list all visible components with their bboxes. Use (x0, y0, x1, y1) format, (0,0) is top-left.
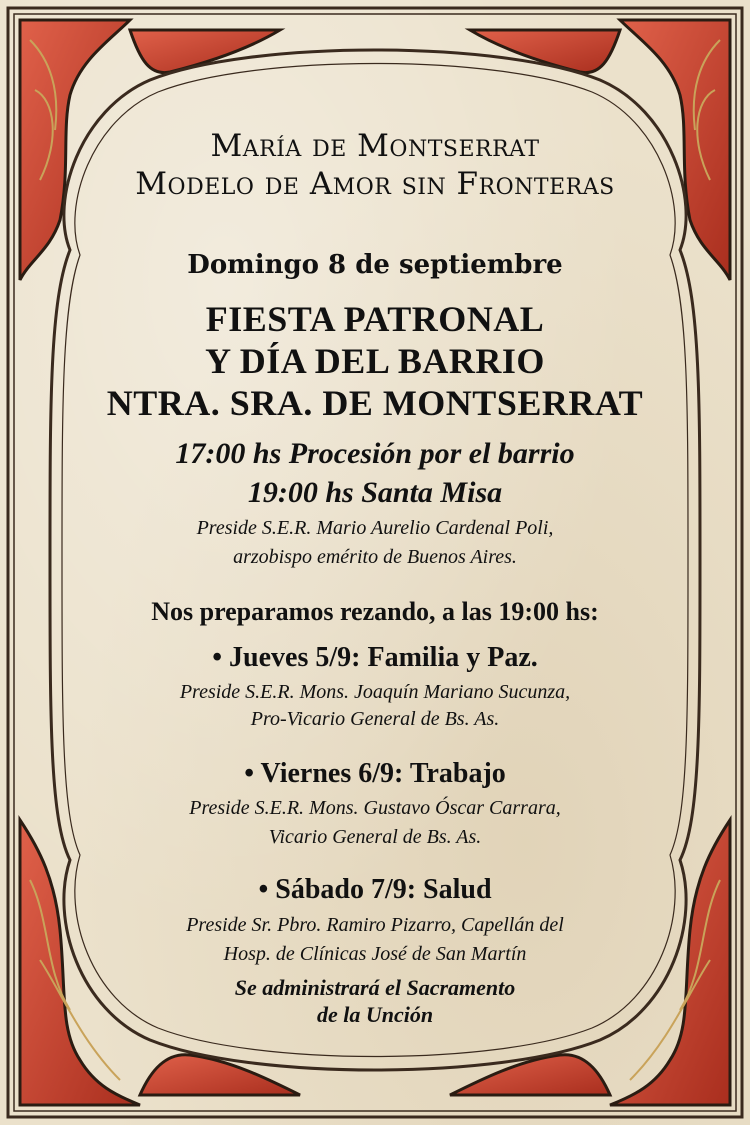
day-thursday-presider-1: Preside S.E.R. Mons. Joaquín Mariano Sucunza, (179, 681, 571, 703)
day-friday-presider-1: Preside S.E.R. Mons. Gustavo Óscar Carrara, (189, 797, 561, 819)
day-saturday-presider-2: Hosp. de Clínicas José de San Martín (223, 943, 527, 965)
day-friday: • Viernes 6/9: Trabajo (244, 758, 506, 789)
fiesta-line-3: NTRA. SRA. DE MONTSERRAT (106, 383, 644, 423)
event-date: Domingo 8 de septiembre (187, 250, 563, 280)
day-friday-presider-2: Vicario General de Bs. As. (268, 826, 482, 848)
uncion-note-line-2: de la Unción (316, 1002, 434, 1027)
mass-presider-line-2: arzobispo emérito de Buenos Aires. (233, 546, 517, 568)
mass-time: 19:00 hs Santa Misa (247, 476, 503, 509)
fiesta-line-2: Y DÍA DEL BARRIO (205, 341, 545, 381)
fiesta-line-1: FIESTA PATRONAL (205, 299, 545, 339)
uncion-note-line-1: Se administrará el Sacramento (234, 975, 516, 1000)
procession-time: 17:00 hs Procesión por el barrio (175, 437, 575, 470)
mass-presider-line-1: Preside S.E.R. Mario Aurelio Cardenal Poli, (196, 517, 554, 539)
day-thursday: • Jueves 5/9: Familia y Paz. (212, 642, 538, 673)
day-saturday: • Sábado 7/9: Salud (258, 874, 492, 905)
preparation-heading: Nos preparamos rezando, a las 19:00 hs: (151, 597, 599, 626)
day-saturday-presider-1: Preside Sr. Pbro. Ramiro Pizarro, Capellán del (186, 914, 564, 936)
title-line-2: Modelo de Amor sin Fronteras (135, 166, 615, 202)
day-thursday-presider-2: Pro-Vicario General de Bs. As. (250, 708, 500, 730)
title-line-1: María de Montserrat (210, 128, 540, 164)
